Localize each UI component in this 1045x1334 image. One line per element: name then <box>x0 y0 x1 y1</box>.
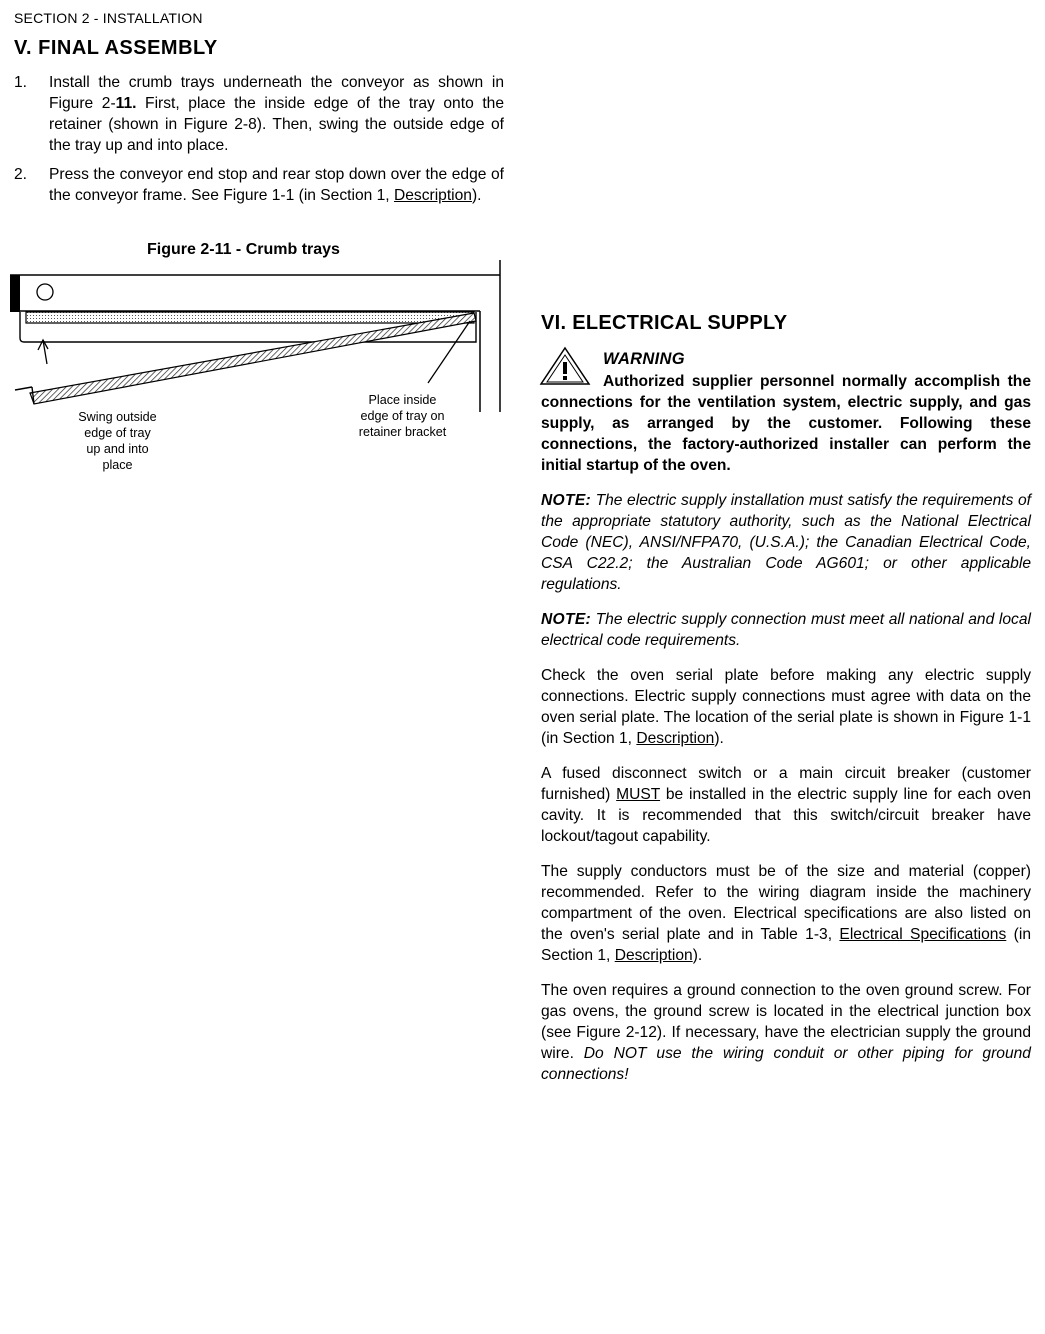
note-electric-installation: NOTE: The electric supply installation must satisfy the requirements of the appropriate statutory authority, such as the National Electrical Code (NEC), ANSI/NFPA70, (U.S.A.); the Canadian Electrical Code, CSA C22.2; the Australian Code AG601; or other applicable regulations. <box>541 492 1031 593</box>
description-link[interactable]: Description <box>614 947 693 964</box>
swing-arrow <box>38 340 48 364</box>
retainer-leader-line <box>428 321 470 383</box>
swing-label: Swing outside edge of tray up and into place <box>78 410 157 472</box>
electrical-body <box>541 371 1031 1099</box>
electrical-supply-heading: VI. ELECTRICAL SUPPLY <box>541 312 788 334</box>
warning-title: WARNING <box>603 350 685 368</box>
description-link[interactable]: Description <box>393 187 472 204</box>
description-link[interactable]: Description <box>636 730 715 747</box>
electrical-specifications-link[interactable]: Electrical Specifications <box>839 926 1007 943</box>
swinging-tray <box>30 313 476 404</box>
serial-plate-paragraph: Check the oven serial plate before making any electric supply connections. Electric supply connections must agree with data on the oven serial plate. The location of the serial plate is shown in Figure 1-1 (in Section 1, Description). <box>541 667 1031 747</box>
item-number: 2. <box>14 166 28 183</box>
item-number: 1. <box>14 74 28 91</box>
must-emphasis: MUST <box>616 786 661 803</box>
item-text: First, place the inside edge of the tray onto the retainer (shown in Figure 2-8). Then, swing the outside edge of the tray up and into place. <box>49 95 504 154</box>
roller-circle <box>37 284 53 300</box>
final-assembly-heading: V. FINAL ASSEMBLY <box>14 37 218 59</box>
warning-text: Authorized supplier personnel normally accomplish the connections for the ventilation system, electric supply, and gas supply, as arranged by the customer. Following these connections, the factory-authorized installer can perform the initial startup of the oven. <box>541 373 1031 474</box>
section-header: SECTION 2 - INSTALLATION <box>14 10 203 26</box>
conductors-paragraph: The supply conductors must be of the size and material (copper) recommended. Refer to the wiring diagram inside the machinery compartment of the oven. Electrical specifications are also listed on the oven's serial plate and in Table 1-3, Electrical Specifications (in Section 1, Description). <box>541 863 1031 964</box>
note-code-requirements: NOTE: The electric supply connection must meet all national and local electrical code requirements. <box>541 611 1031 649</box>
installed-tray <box>26 312 474 323</box>
item-text: Install the crumb trays underneath the conveyor as shown in Figure 2- <box>49 74 504 112</box>
figure-title: Figure 2-11 - Crumb trays <box>147 241 340 258</box>
list-item <box>14 164 504 206</box>
retainer-label: Place inside edge of tray on retainer bracket <box>358 393 447 439</box>
item-text: ). <box>471 187 482 204</box>
ground-paragraph: The oven requires a ground connection to the oven ground screw. For gas ovens, the ground screw is located in the electrical junction box (see Figure 2-12). If necessary, have the electrician supply the ground wire. Do NOT use the wiring conduit or other piping for ground connections! <box>541 982 1031 1083</box>
disconnect-paragraph: A fused disconnect switch or a main circuit breaker (customer furnished) MUST be installed in the electric supply line for each oven cavity. It is recommended that this switch/circuit breaker have lockout/tagout capability. <box>541 765 1032 845</box>
item-text: Press the conveyor end stop and rear stop down over the edge of the conveyor frame. See Figure 1-1 (in Section 1, <box>49 166 504 204</box>
figure-number: 11. <box>115 95 137 112</box>
list-item <box>14 72 504 156</box>
